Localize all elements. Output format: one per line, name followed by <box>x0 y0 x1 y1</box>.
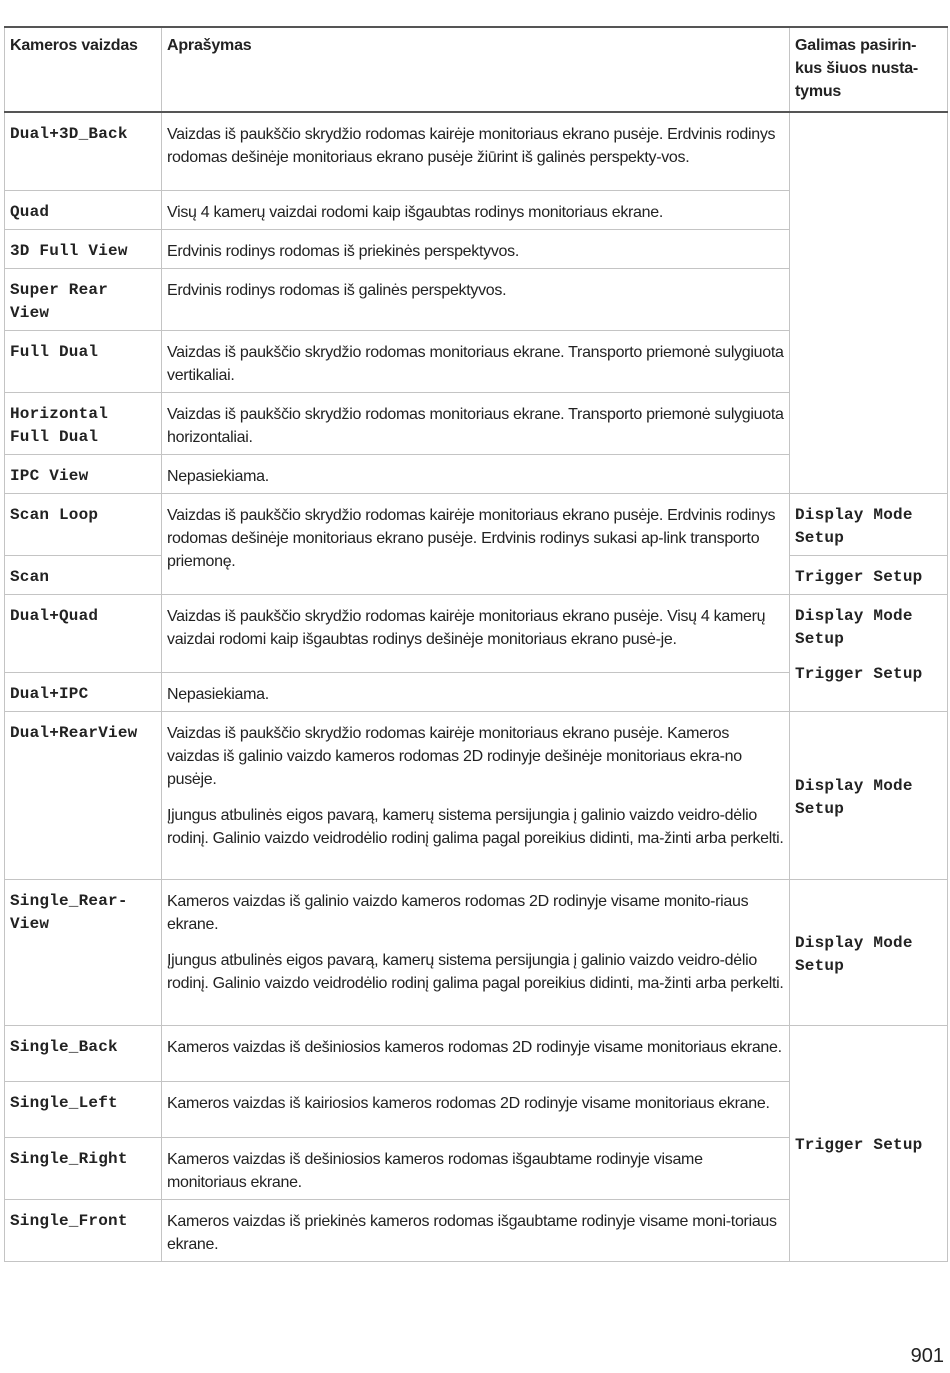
camera-view-name: Scan <box>5 555 162 594</box>
description-text: Vaizdas iš paukščio skrydžio rodomas monitoriaus ekrane. Transporto priemonė sulygiuota vertikaliai. <box>167 343 784 384</box>
camera-view-name: Single_Right <box>5 1137 162 1199</box>
description-text: Kameros vaizdas iš kairiosios kameros rodomas 2D rodinyje visame monitoriaus ekrane. <box>167 1094 770 1112</box>
camera-view-name: Horizontal Full Dual <box>5 392 162 454</box>
description-text: Nepasiekiama. <box>167 685 269 703</box>
description-text: Vaizdas iš paukščio skrydžio rodomas monitoriaus ekrane. Transporto priemonė sulygiuota horizontaliai. <box>167 405 784 446</box>
description-cell <box>162 268 790 330</box>
description-text: Kameros vaizdas iš dešiniosios kameros rodomas 2D rodinyje visame monitoriaus ekrane. <box>167 1038 782 1056</box>
setting-display-mode: Display Mode Setup <box>795 606 913 648</box>
table-row <box>5 493 948 555</box>
camera-view-name: Dual+RearView <box>5 711 162 879</box>
description-cell <box>162 454 790 493</box>
setting-cell <box>790 493 948 555</box>
description-cell <box>162 1199 790 1261</box>
description-cell <box>162 594 790 672</box>
camera-views-table <box>4 26 948 1262</box>
description-text: Kameros vaizdas iš priekinės kameros rodomas išgaubtame rodinyje visame moni-toriaus ekrane. <box>167 1212 777 1253</box>
setting-display-mode: Display Mode Setup <box>795 505 913 547</box>
setting-trigger: Trigger Setup <box>795 567 923 586</box>
description-text: Vaizdas iš paukščio skrydžio rodomas kairėje monitoriaus ekrano pusėje. Kameros vaizdas iš galinio vaizdo kameros rodomas 2D rodinyje dešinėje monitoriaus ekra-no pusėje. <box>167 724 742 788</box>
setting-cell <box>790 555 948 594</box>
description-text: Įjungus atbulinės eigos pavarą, kamerų sistema persijungia į galinio vaizdo veidro-dėlio rodinį. Galinio vaizdo veidrodėlio rodinį galima pagal poreikius didinti, ma-žinti arba perkelti. <box>167 951 784 992</box>
header-camera-view: Kameros vaizdas <box>5 27 162 112</box>
header-setting: Galimas pasirin-kus šiuos nusta-tymus <box>790 27 948 112</box>
camera-view-name: Dual+Quad <box>5 594 162 672</box>
description-cell <box>162 1081 790 1137</box>
description-text: Įjungus atbulinės eigos pavarą, kamerų sistema persijungia į galinio vaizdo veidro-dėlio rodinį. Galinio vaizdo veidrodėlio rodinį galima pagal poreikius didinti, ma-žinti arba perkelti. <box>167 806 784 847</box>
setting-trigger: Trigger Setup <box>795 664 923 683</box>
setting-trigger: Trigger Setup <box>795 1136 923 1154</box>
description-cell <box>162 672 790 711</box>
description-text: Vaizdas iš paukščio skrydžio rodomas kairėje monitoriaus ekrano pusėje. Erdvinis rodinys rodomas dešinėje monitoriaus ekrano pusėje žiūrint iš galinės perspekty-vos. <box>167 126 776 166</box>
page-number: 901 <box>910 1345 944 1367</box>
setting-cell <box>790 1025 948 1261</box>
description-cell <box>162 112 790 190</box>
description-cell <box>162 1025 790 1081</box>
camera-view-name: Full Dual <box>5 330 162 392</box>
description-text: Visų 4 kamerų vaizdai rodomi kaip išgaubtas rodinys monitoriaus ekrane. <box>167 203 663 221</box>
camera-view-name: Single_Front <box>5 1199 162 1261</box>
camera-view-name: Scan Loop <box>5 493 162 555</box>
description-cell <box>162 1137 790 1199</box>
description-cell <box>162 229 790 268</box>
table-row <box>5 1025 948 1081</box>
description-text: Vaizdas iš paukščio skrydžio rodomas kairėje monitoriaus ekrano pusėje. Visų 4 kamerų vaizdai rodomi kaip išgaubtas rodinys dešinėje monitoriaus ekrano pusė-je. <box>167 607 766 648</box>
camera-view-name: Super Rear View <box>5 268 162 330</box>
description-cell <box>162 330 790 392</box>
description-text: Vaizdas iš paukščio skrydžio rodomas kairėje monitoriaus ekrano pusėje. Erdvinis rodinys rodomas dešinėje monitoriaus ekrano pusėje. Erdvinis rodinys sukasi ap-link transporto priemonę. <box>167 506 776 570</box>
description-text: Kameros vaizdas iš dešiniosios kameros rodomas išgaubtame rodinyje visame monitoriaus ekrane. <box>167 1150 703 1191</box>
table-row <box>5 594 948 672</box>
camera-view-name: Single_Left <box>5 1081 162 1137</box>
table-row <box>5 711 948 879</box>
description-cell <box>162 493 790 594</box>
description-text: Nepasiekiama. <box>167 467 269 485</box>
camera-view-name: 3D Full View <box>5 229 162 268</box>
setting-cell <box>790 594 948 711</box>
description-text: Kameros vaizdas iš galinio vaizdo kameros rodomas 2D rodinyje visame monito-riaus ekrane. <box>167 892 749 933</box>
description-cell <box>162 190 790 229</box>
setting-cell <box>790 711 948 879</box>
camera-view-name: Dual+3D_Back <box>5 112 162 190</box>
camera-view-name: Single_Rear-View <box>5 879 162 1025</box>
description-cell <box>162 392 790 454</box>
description-cell <box>162 711 790 879</box>
setting-cell <box>790 879 948 1025</box>
table-header-row <box>5 27 948 112</box>
header-description: Aprašymas <box>162 27 790 112</box>
setting-display-mode: Display Mode Setup <box>795 933 913 975</box>
camera-view-name: Quad <box>5 190 162 229</box>
camera-view-name: Single_Back <box>5 1025 162 1081</box>
description-text: Erdvinis rodinys rodomas iš priekinės perspektyvos. <box>167 242 519 260</box>
table-row <box>5 112 948 190</box>
camera-view-name: Dual+IPC <box>5 672 162 711</box>
setting-display-mode: Display Mode Setup <box>795 776 913 818</box>
description-cell <box>162 879 790 1025</box>
camera-view-name: IPC View <box>5 454 162 493</box>
table-row <box>5 879 948 1025</box>
description-text: Erdvinis rodinys rodomas iš galinės perspektyvos. <box>167 281 507 299</box>
setting-cell-empty <box>790 112 948 493</box>
